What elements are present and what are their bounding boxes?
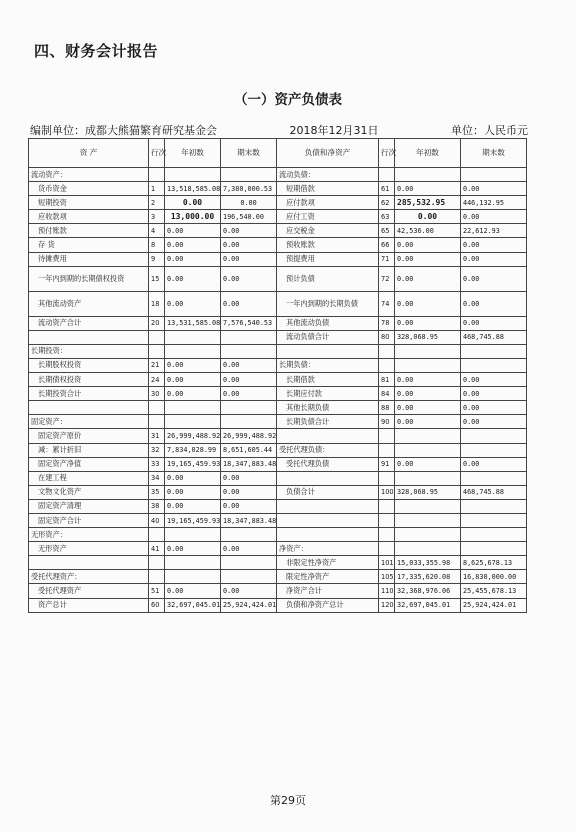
liability-name-cell: 长期应付款 (277, 387, 379, 401)
table-row (29, 443, 527, 457)
liability-end-cell (461, 443, 527, 457)
asset-end-cell: 18,347,883.48 (221, 513, 277, 527)
asset-begin-cell: 0.00 (165, 542, 221, 556)
asset-line-cell: 24 (149, 373, 165, 387)
asset-begin-cell: 26,999,488.92 (165, 429, 221, 443)
liability-name-cell (277, 429, 379, 443)
liability-end-cell: 0.00 (461, 182, 527, 196)
report-meta (30, 122, 528, 138)
liability-name-cell: 其他流动负债 (277, 316, 379, 330)
header-end: 期末数 (221, 139, 277, 168)
asset-end-cell (221, 570, 277, 584)
asset-line-cell (149, 415, 165, 429)
asset-begin-cell: 0.00 (165, 291, 221, 316)
asset-name-cell: 文物文化资产 (29, 485, 149, 499)
liability-name-cell: 一年内到期的长期负债 (277, 291, 379, 316)
asset-end-cell: 0.00 (221, 387, 277, 401)
asset-end-cell: 0.00 (221, 224, 277, 238)
asset-line-cell: 4 (149, 224, 165, 238)
liability-begin-cell (395, 471, 461, 485)
liability-begin-cell: 0.00 (395, 457, 461, 471)
asset-begin-cell (165, 401, 221, 415)
asset-line-cell: 60 (149, 598, 165, 612)
liability-end-cell: 0.00 (461, 316, 527, 330)
liability-line-cell: 71 (379, 252, 395, 266)
liability-begin-cell: 285,532.95 (395, 196, 461, 210)
liability-end-cell: 0.00 (461, 401, 527, 415)
liability-name-cell (277, 344, 379, 358)
asset-end-cell: 0.00 (221, 358, 277, 372)
header-begin: 年初数 (165, 139, 221, 168)
liability-begin-cell: 328,068.95 (395, 330, 461, 344)
liability-end-cell: 25,924,424.01 (461, 598, 527, 612)
liability-begin-cell (395, 358, 461, 372)
liability-end-cell: 8,625,678.13 (461, 556, 527, 570)
liability-line-cell (379, 429, 395, 443)
table-title: （一）资产负债表 (234, 92, 342, 108)
asset-name-cell: 固定资产原价 (29, 429, 149, 443)
table-row (29, 182, 527, 196)
asset-begin-cell (165, 415, 221, 429)
liability-name-cell: 短期借款 (277, 182, 379, 196)
asset-line-cell: 35 (149, 485, 165, 499)
asset-end-cell: 0.00 (221, 542, 277, 556)
liability-begin-cell: 15,033,355.98 (395, 556, 461, 570)
table-row (29, 266, 527, 291)
liability-name-cell: 预收账款 (277, 238, 379, 252)
asset-end-cell: 8,651,605.44 (221, 443, 277, 457)
asset-end-cell: 0.00 (221, 373, 277, 387)
asset-end-cell: 0.00 (221, 252, 277, 266)
asset-begin-cell: 0.00 (165, 238, 221, 252)
liability-line-cell (379, 344, 395, 358)
asset-begin-cell: 13,518,585.08 (165, 182, 221, 196)
asset-name-cell: 长期债权投资 (29, 373, 149, 387)
table-row (29, 570, 527, 584)
liability-line-cell (379, 513, 395, 527)
asset-begin-cell (165, 528, 221, 542)
liability-end-cell: 0.00 (461, 238, 527, 252)
asset-name-cell: 受托代理资产 (29, 584, 149, 598)
table-header-row (29, 139, 527, 168)
liability-end-cell: 468,745.88 (461, 485, 527, 499)
liability-name-cell (277, 499, 379, 513)
table-row (29, 471, 527, 485)
liability-end-cell (461, 542, 527, 556)
asset-end-cell: 25,924,424.01 (221, 598, 277, 612)
compiling-unit: 编制单位：成都大熊猫繁育研究基金会 (30, 124, 217, 137)
section-title: 四、财务会计报告 (34, 42, 159, 60)
table-row (29, 238, 527, 252)
asset-line-cell: 38 (149, 499, 165, 513)
asset-name-cell (29, 330, 149, 344)
asset-line-cell: 1 (149, 182, 165, 196)
table-row (29, 210, 527, 224)
table-row (29, 373, 527, 387)
liability-end-cell (461, 471, 527, 485)
page-number: 第29页 (270, 794, 306, 807)
asset-name-cell (29, 556, 149, 570)
asset-end-cell: 0.00 (221, 291, 277, 316)
liability-line-cell (379, 471, 395, 485)
asset-line-cell: 32 (149, 443, 165, 457)
liability-name-cell: 净资产： (277, 542, 379, 556)
currency-unit: 单位：人民币元 (451, 124, 528, 137)
liability-begin-cell (395, 443, 461, 457)
asset-line-cell: 21 (149, 358, 165, 372)
asset-begin-cell: 7,834,028.99 (165, 443, 221, 457)
liability-end-cell: 0.00 (461, 457, 527, 471)
asset-name-cell: 受托代理资产： (29, 570, 149, 584)
liability-begin-cell: 32,697,045.01 (395, 598, 461, 612)
asset-end-cell (221, 528, 277, 542)
table-row (29, 499, 527, 513)
liability-begin-cell: 328,068.95 (395, 485, 461, 499)
asset-line-cell: 40 (149, 513, 165, 527)
asset-end-cell: 196,540.00 (221, 210, 277, 224)
table-row (29, 330, 527, 344)
asset-name-cell: 资产总计 (29, 598, 149, 612)
asset-name-cell: 固定资产： (29, 415, 149, 429)
liability-line-cell: 81 (379, 373, 395, 387)
liability-end-cell: 446,132.95 (461, 196, 527, 210)
liability-name-cell (277, 528, 379, 542)
liability-begin-cell: 42,536.00 (395, 224, 461, 238)
liability-name-cell: 受托代理负债 (277, 457, 379, 471)
balance-sheet-table (28, 138, 527, 613)
header-begin-2: 年初数 (395, 139, 461, 168)
asset-name-cell: 流动资产合计 (29, 316, 149, 330)
liability-name-cell: 流动负债： (277, 168, 379, 182)
liability-end-cell: 22,612.93 (461, 224, 527, 238)
header-liabilities: 负债和净资产 (277, 139, 379, 168)
table-row (29, 401, 527, 415)
table-row (29, 358, 527, 372)
asset-end-cell: 0.00 (221, 499, 277, 513)
asset-begin-cell: 0.00 (165, 387, 221, 401)
liability-begin-cell: 17,335,620.08 (395, 570, 461, 584)
liability-end-cell: 0.00 (461, 415, 527, 429)
liability-name-cell: 应付款项 (277, 196, 379, 210)
liability-line-cell (379, 528, 395, 542)
asset-end-cell: 0.00 (221, 584, 277, 598)
table-row (29, 344, 527, 358)
table-row (29, 542, 527, 556)
asset-line-cell: 20 (149, 316, 165, 330)
liability-name-cell: 其他长期负债 (277, 401, 379, 415)
liability-end-cell: 468,745.88 (461, 330, 527, 344)
liability-begin-cell: 0.00 (395, 415, 461, 429)
asset-end-cell: 7,576,540.53 (221, 316, 277, 330)
liability-end-cell (461, 499, 527, 513)
asset-begin-cell: 0.00 (165, 252, 221, 266)
table-row (29, 224, 527, 238)
asset-begin-cell: 0.00 (165, 196, 221, 210)
asset-begin-cell: 13,000.00 (165, 210, 221, 224)
asset-line-cell (149, 528, 165, 542)
liability-line-cell: 80 (379, 330, 395, 344)
asset-begin-cell: 0.00 (165, 373, 221, 387)
liability-begin-cell: 0.00 (395, 373, 461, 387)
table-row (29, 598, 527, 612)
liability-name-cell: 受托代理负债： (277, 443, 379, 457)
asset-name-cell: 预付账款 (29, 224, 149, 238)
liability-end-cell (461, 358, 527, 372)
asset-end-cell: 7,380,000.53 (221, 182, 277, 196)
liability-begin-cell (395, 168, 461, 182)
table-row (29, 457, 527, 471)
liability-begin-cell: 0.00 (395, 387, 461, 401)
asset-end-cell: 26,999,488.92 (221, 429, 277, 443)
asset-name-cell: 长期投资： (29, 344, 149, 358)
liability-line-cell (379, 499, 395, 513)
liability-begin-cell: 0.00 (395, 252, 461, 266)
liability-begin-cell: 0.00 (395, 291, 461, 316)
asset-begin-cell: 0.00 (165, 266, 221, 291)
liability-name-cell: 长期借款 (277, 373, 379, 387)
liability-name-cell: 负债合计 (277, 485, 379, 499)
table-row (29, 556, 527, 570)
liability-end-cell: 0.00 (461, 387, 527, 401)
liability-line-cell: 65 (379, 224, 395, 238)
asset-line-cell: 2 (149, 196, 165, 210)
asset-line-cell: 33 (149, 457, 165, 471)
liability-end-cell (461, 429, 527, 443)
liability-begin-cell (395, 499, 461, 513)
asset-name-cell: 固定资产净值 (29, 457, 149, 471)
liability-end-cell: 25,455,678.13 (461, 584, 527, 598)
asset-begin-cell (165, 168, 221, 182)
liability-end-cell: 0.00 (461, 266, 527, 291)
liability-line-cell: 62 (379, 196, 395, 210)
liability-end-cell: 16,830,000.00 (461, 570, 527, 584)
asset-begin-cell (165, 556, 221, 570)
liability-begin-cell: 0.00 (395, 401, 461, 415)
asset-end-cell: 0.00 (221, 471, 277, 485)
asset-name-cell: 长期投资合计 (29, 387, 149, 401)
asset-line-cell: 41 (149, 542, 165, 556)
table-row (29, 429, 527, 443)
asset-line-cell (149, 556, 165, 570)
liability-begin-cell (395, 528, 461, 542)
asset-line-cell (149, 344, 165, 358)
asset-line-cell: 15 (149, 266, 165, 291)
liability-name-cell: 非限定性净资产 (277, 556, 379, 570)
liability-begin-cell: 0.00 (395, 238, 461, 252)
liability-begin-cell: 0.00 (395, 266, 461, 291)
asset-begin-cell: 13,531,585.08 (165, 316, 221, 330)
asset-begin-cell: 0.00 (165, 584, 221, 598)
asset-end-cell: 0.00 (221, 485, 277, 499)
liability-line-cell: 88 (379, 401, 395, 415)
liability-name-cell: 流动负债合计 (277, 330, 379, 344)
liability-line-cell: 101 (379, 556, 395, 570)
liability-line-cell: 105 (379, 570, 395, 584)
asset-line-cell: 51 (149, 584, 165, 598)
asset-line-cell (149, 570, 165, 584)
asset-name-cell: 待摊费用 (29, 252, 149, 266)
table-row (29, 291, 527, 316)
asset-name-cell (29, 401, 149, 415)
table-row (29, 252, 527, 266)
asset-begin-cell: 0.00 (165, 471, 221, 485)
header-end-2: 期末数 (461, 139, 527, 168)
liability-name-cell: 长期负债： (277, 358, 379, 372)
liability-begin-cell (395, 513, 461, 527)
asset-name-cell: 固定资产合计 (29, 513, 149, 527)
asset-end-cell (221, 401, 277, 415)
asset-name-cell: 流动资产： (29, 168, 149, 182)
asset-begin-cell (165, 344, 221, 358)
asset-begin-cell: 0.00 (165, 499, 221, 513)
liability-begin-cell: 32,368,976.06 (395, 584, 461, 598)
liability-line-cell: 78 (379, 316, 395, 330)
liability-name-cell: 负债和净资产总计 (277, 598, 379, 612)
liability-end-cell (461, 168, 527, 182)
liability-name-cell: 净资产合计 (277, 584, 379, 598)
table-row (29, 528, 527, 542)
liability-end-cell: 0.00 (461, 210, 527, 224)
asset-begin-cell: 0.00 (165, 485, 221, 499)
asset-line-cell (149, 401, 165, 415)
asset-begin-cell (165, 330, 221, 344)
asset-end-cell: 18,347,883.48 (221, 457, 277, 471)
table-row (29, 513, 527, 527)
table-row (29, 584, 527, 598)
liability-line-cell: 72 (379, 266, 395, 291)
table-row (29, 316, 527, 330)
table-row (29, 196, 527, 210)
liability-line-cell: 84 (379, 387, 395, 401)
liability-line-cell (379, 168, 395, 182)
liability-name-cell: 长期负债合计 (277, 415, 379, 429)
liability-name-cell: 限定性净资产 (277, 570, 379, 584)
liability-end-cell: 0.00 (461, 252, 527, 266)
report-date: 2018年12月31日 (289, 124, 379, 137)
asset-line-cell: 8 (149, 238, 165, 252)
asset-end-cell (221, 556, 277, 570)
asset-end-cell: 0.00 (221, 196, 277, 210)
asset-begin-cell: 19,165,459.93 (165, 513, 221, 527)
asset-name-cell: 其他流动资产 (29, 291, 149, 316)
liability-begin-cell (395, 344, 461, 358)
asset-line-cell: 18 (149, 291, 165, 316)
asset-name-cell: 短期投资 (29, 196, 149, 210)
asset-begin-cell (165, 570, 221, 584)
table-row (29, 415, 527, 429)
liability-name-cell: 预计负债 (277, 266, 379, 291)
asset-line-cell: 9 (149, 252, 165, 266)
asset-name-cell: 长期股权投资 (29, 358, 149, 372)
liability-line-cell (379, 358, 395, 372)
liability-end-cell (461, 344, 527, 358)
asset-begin-cell: 32,697,045.01 (165, 598, 221, 612)
asset-name-cell: 应收款项 (29, 210, 149, 224)
asset-name-cell: 存 货 (29, 238, 149, 252)
asset-line-cell (149, 330, 165, 344)
liability-end-cell (461, 528, 527, 542)
asset-name-cell: 一年内到期的长期债权投资 (29, 266, 149, 291)
liability-name-cell: 应付工资 (277, 210, 379, 224)
asset-line-cell: 34 (149, 471, 165, 485)
asset-line-cell (149, 168, 165, 182)
asset-name-cell: 减：累计折旧 (29, 443, 149, 457)
asset-begin-cell: 0.00 (165, 224, 221, 238)
liability-name-cell: 应交税金 (277, 224, 379, 238)
table-row (29, 168, 527, 182)
asset-line-cell: 30 (149, 387, 165, 401)
asset-begin-cell: 19,165,459.93 (165, 457, 221, 471)
header-asset: 资 产 (29, 139, 149, 168)
asset-end-cell (221, 415, 277, 429)
asset-end-cell: 0.00 (221, 238, 277, 252)
asset-line-cell: 31 (149, 429, 165, 443)
liability-name-cell (277, 513, 379, 527)
asset-end-cell (221, 168, 277, 182)
liability-begin-cell (395, 429, 461, 443)
header-line-2: 行次 (379, 139, 395, 168)
liability-end-cell (461, 513, 527, 527)
liability-line-cell (379, 443, 395, 457)
asset-end-cell (221, 344, 277, 358)
liability-line-cell: 66 (379, 238, 395, 252)
asset-name-cell: 在建工程 (29, 471, 149, 485)
liability-begin-cell: 0.00 (395, 210, 461, 224)
liability-line-cell: 120 (379, 598, 395, 612)
liability-name-cell (277, 471, 379, 485)
liability-line-cell: 61 (379, 182, 395, 196)
liability-line-cell: 90 (379, 415, 395, 429)
asset-begin-cell: 0.00 (165, 358, 221, 372)
liability-line-cell: 110 (379, 584, 395, 598)
table-row (29, 485, 527, 499)
asset-name-cell: 无形资产 (29, 542, 149, 556)
asset-name-cell: 无形资产： (29, 528, 149, 542)
liability-begin-cell: 0.00 (395, 316, 461, 330)
header-line: 行次 (149, 139, 165, 168)
liability-end-cell: 0.00 (461, 373, 527, 387)
liability-name-cell: 预提费用 (277, 252, 379, 266)
liability-line-cell: 91 (379, 457, 395, 471)
asset-name-cell: 货币资金 (29, 182, 149, 196)
liability-line-cell: 63 (379, 210, 395, 224)
liability-line-cell: 100 (379, 485, 395, 499)
liability-end-cell: 0.00 (461, 291, 527, 316)
liability-begin-cell (395, 542, 461, 556)
table-row (29, 387, 527, 401)
liability-line-cell (379, 542, 395, 556)
liability-line-cell: 74 (379, 291, 395, 316)
asset-end-cell: 0.00 (221, 266, 277, 291)
asset-line-cell: 3 (149, 210, 165, 224)
asset-name-cell: 固定资产清理 (29, 499, 149, 513)
asset-end-cell (221, 330, 277, 344)
liability-begin-cell: 0.00 (395, 182, 461, 196)
